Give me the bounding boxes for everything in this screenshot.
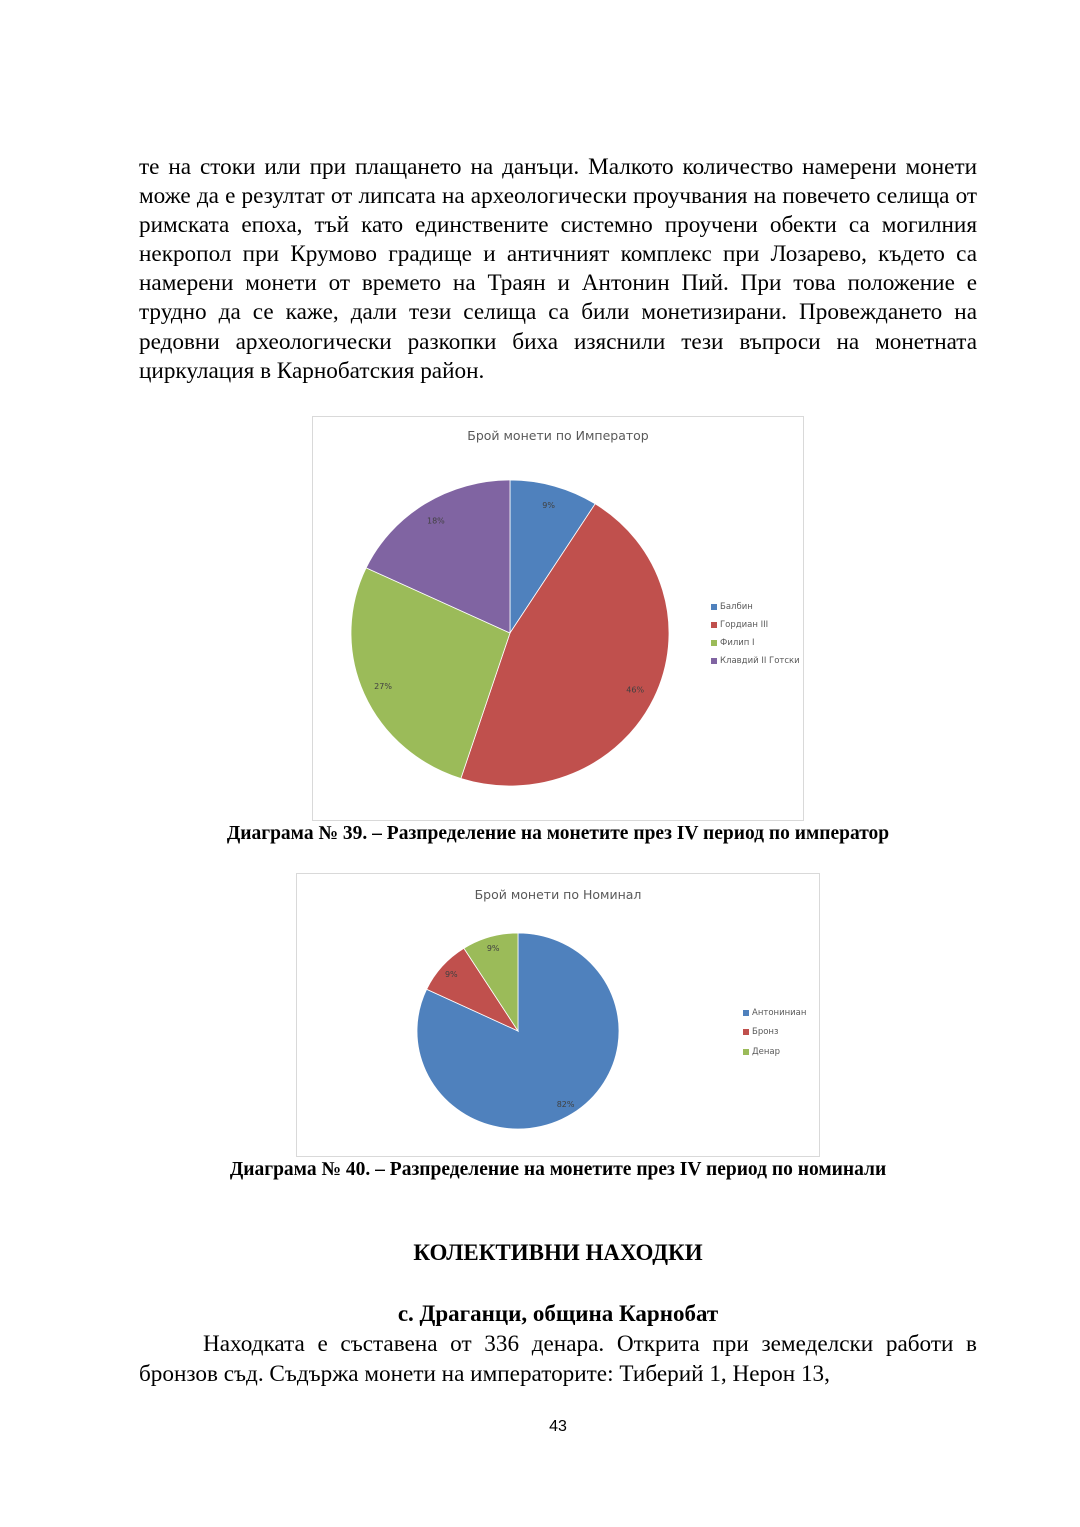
chart-legend bbox=[711, 598, 800, 670]
pie-chart-by-denomination bbox=[296, 873, 820, 1157]
legend-item bbox=[711, 652, 800, 670]
page-number: 43 bbox=[549, 1418, 567, 1435]
legend-label: Клавдий II Готски bbox=[720, 656, 800, 666]
legend-label: Гордиан III bbox=[720, 620, 769, 630]
data-label-1: 82% bbox=[556, 1099, 575, 1109]
legend-label: Антониниан bbox=[752, 1007, 807, 1018]
legend-item bbox=[711, 634, 800, 652]
legend-swatch bbox=[743, 1010, 749, 1016]
legend-item bbox=[743, 1003, 806, 1023]
section-heading: КОЛЕКТИВНИ НАХОДКИ bbox=[413, 1240, 703, 1265]
pie-chart-by-emperor bbox=[312, 416, 804, 821]
chart-title: Брой монети по Император bbox=[467, 428, 649, 443]
body-paragraph-2: Находката е съставена от 336 денара. Открита при земеделски работи в бронзов съд. Съдържа монети на императорите: Тиберий 1, Нерон 13, bbox=[139, 1331, 977, 1387]
chart-legend bbox=[743, 1003, 806, 1062]
body-paragraph-1: те на стоки или при плащането на данъци. Малкото количество намерени монети може да е резултат от липсата на археологически проучвания на повечето селища от римската епоха, тъй като единствените системно проучени обекти са могилния некропол при Крумово градище и античният комплекс при Лозарево, където са намерени монети от времето на Траян и Антонин Пий. При това положение е трудно да се каже, дали тези селища са били монетизирани. Провеждането на редовни археологически разкопки биха изяснили тези въпроси на монетната циркулация в Карнобатския район. bbox=[139, 154, 977, 384]
legend-item bbox=[743, 1023, 806, 1043]
subsection-heading: с. Драганци, община Карнобат bbox=[397, 1301, 719, 1326]
figure-caption-39: Диаграма № 39. – Разпределение на монетите през IV период по император bbox=[226, 823, 890, 844]
data-label-3: 9% bbox=[486, 944, 500, 954]
legend-swatch bbox=[711, 658, 717, 664]
data-label-1: 9% bbox=[542, 501, 555, 511]
data-label-3: 27% bbox=[374, 681, 392, 691]
legend-swatch bbox=[743, 1029, 749, 1035]
data-label-2: 9% bbox=[444, 969, 458, 979]
legend-item bbox=[711, 616, 800, 634]
figure-caption-40: Диаграма № 40. – Разпределение на монетите през IV период по номинали bbox=[229, 1159, 887, 1180]
data-label-4: 18% bbox=[426, 516, 445, 526]
legend-label: Денар bbox=[752, 1046, 781, 1057]
legend-swatch bbox=[711, 604, 717, 610]
legend-item bbox=[743, 1042, 806, 1062]
legend-swatch bbox=[743, 1049, 749, 1055]
legend-label: Бронз bbox=[752, 1027, 779, 1038]
legend-swatch bbox=[711, 640, 717, 646]
legend-swatch bbox=[711, 622, 717, 628]
legend-label: Балбин bbox=[720, 602, 753, 612]
chart-title: Брой монети по Номинал bbox=[474, 887, 642, 902]
data-label-2: 46% bbox=[626, 685, 645, 695]
legend-item bbox=[711, 598, 800, 616]
legend-label: Филип I bbox=[720, 638, 755, 648]
